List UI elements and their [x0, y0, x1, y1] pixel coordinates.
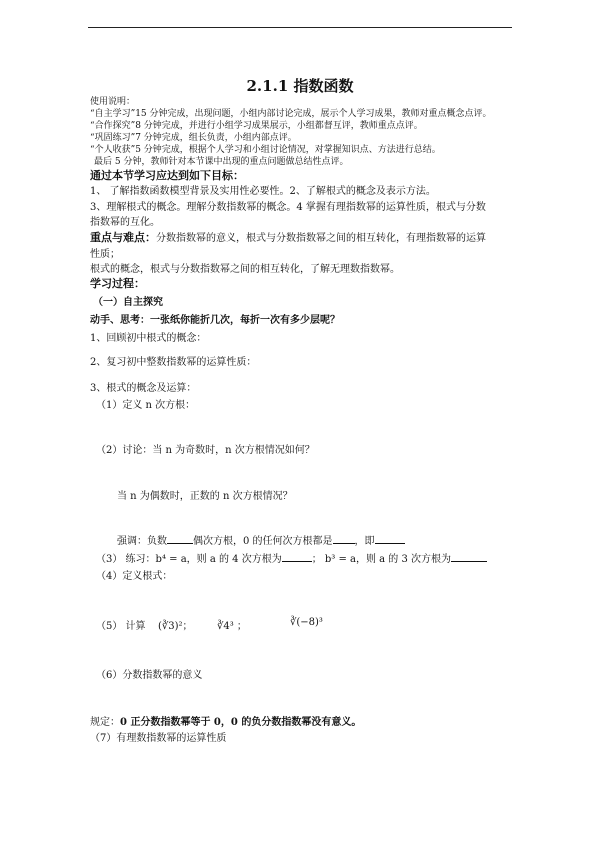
emphasis-line — [117, 532, 405, 547]
process-heading: 学习过程： — [90, 277, 145, 290]
rule-text: 0 正分数指数幂等于 0，0 的负分数指数幂没有意义。 — [120, 717, 362, 728]
question-3-2b: 当 n 为偶数时，正数的 n 次方根情况？ — [117, 491, 293, 502]
question-3-1: （1）定义 n 次方根： — [96, 400, 196, 411]
practice-text-c: ； b³ = a，则 a 的 3 次方根为 — [311, 554, 452, 565]
practice-blank-1[interactable] — [282, 551, 312, 562]
emphasis-text-a: 强调：负数 — [117, 536, 167, 547]
goals-line-1: 1、 了解指数函数模型背景及实用性必要性。2、了解根式的概念及表示方法。 — [90, 186, 436, 197]
emphasis-text-b: 偶次方根，0 的任何次方根都是 — [193, 536, 333, 547]
emphasis-blank-2[interactable] — [333, 533, 355, 544]
goals-line-3: 指数幂的互化。 — [90, 217, 160, 228]
emphasis-text-c: ，即 — [354, 536, 375, 547]
usage-heading: 使用说明： — [90, 97, 136, 107]
rule-line — [90, 713, 361, 728]
question-3-2: （2）讨论：当 n 为奇数时，n 次方根情况如何？ — [96, 445, 315, 456]
question-3-5-expr-3: ∛(−8)³ — [290, 617, 323, 628]
question-3-6: （6）分数指数幂的意义 — [96, 670, 203, 681]
question-3-4: （4）定义根式： — [96, 571, 173, 582]
keypoints-line-3: 根式的概念，根式与分数指数幂之间的相互转化，了解无理数指数幂。 — [90, 264, 400, 275]
question-3-7: （7）有理数指数幂的运算性质 — [90, 733, 227, 744]
usage-line-5: 最后 5 分钟，教师针对本节课中出现的重点问题做总结性点评。 — [94, 157, 349, 167]
section-1-heading: （一）自主探究 — [93, 297, 163, 308]
question-1: 1、回顾初中根式的概念： — [90, 333, 207, 344]
hands-on-question: 动手、思考：一张纸你能折几次，每折一次有多少层呢？ — [90, 315, 340, 326]
header-rule — [88, 27, 512, 28]
keypoints-heading: 重点与难点： — [90, 231, 156, 244]
question-2: 2、复习初中整数指数幂的运算性质： — [90, 357, 257, 368]
usage-line-2: “合作探究”8 分钟完成，并进行小组学习成果展示，小组都督互评，教师重点点评。 — [90, 121, 423, 131]
question-3-5-expr-2: ∛4³ ； — [217, 621, 247, 632]
question-3-5-label: （5） 计算 — [96, 621, 146, 632]
rule-prefix: 规定： — [90, 717, 120, 728]
goals-line-2: 3、理解根式的概念。理解分数指数幂的概念。4 掌握有理指数幂的运算性质，根式与分数 — [90, 202, 486, 213]
usage-line-3: “巩固练习”7 分钟完成，组长负责，小组内部点评。 — [90, 133, 297, 143]
question-3-5-expr-1: (∛3)²； — [158, 621, 193, 632]
practice-text-b: b⁴ = a，则 a 的 4 次方根为 — [155, 554, 282, 565]
keypoints-line-1 — [90, 229, 486, 245]
usage-line-4: “个人收获”5 分钟完成，根据个人学习和小组讨论情况，对掌握知识点、方法进行总结。 — [90, 145, 441, 155]
keypoints-line-1-text: 分数指数幂的意义，根式与分数指数幂之间的相互转化，有理指数幂的运算 — [156, 233, 486, 244]
emphasis-blank-1[interactable] — [167, 533, 193, 544]
practice-text-a: （3） 练习： — [96, 554, 156, 565]
usage-line-1: “自主学习”15 分钟完成，出现问题，小组内部讨论完成，展示个人学习成果，教师对重点概念点评。 — [90, 109, 492, 119]
practice-blank-2[interactable] — [451, 551, 487, 562]
goals-heading: 通过本节学习应达到如下目标： — [90, 169, 244, 182]
practice-line — [96, 550, 487, 565]
page-title: 2.1.1 指数函数 — [246, 77, 354, 95]
keypoints-line-2: 性质； — [90, 249, 120, 260]
question-3: 3、根式的概念及运算： — [90, 383, 197, 394]
emphasis-blank-3[interactable] — [375, 533, 405, 544]
